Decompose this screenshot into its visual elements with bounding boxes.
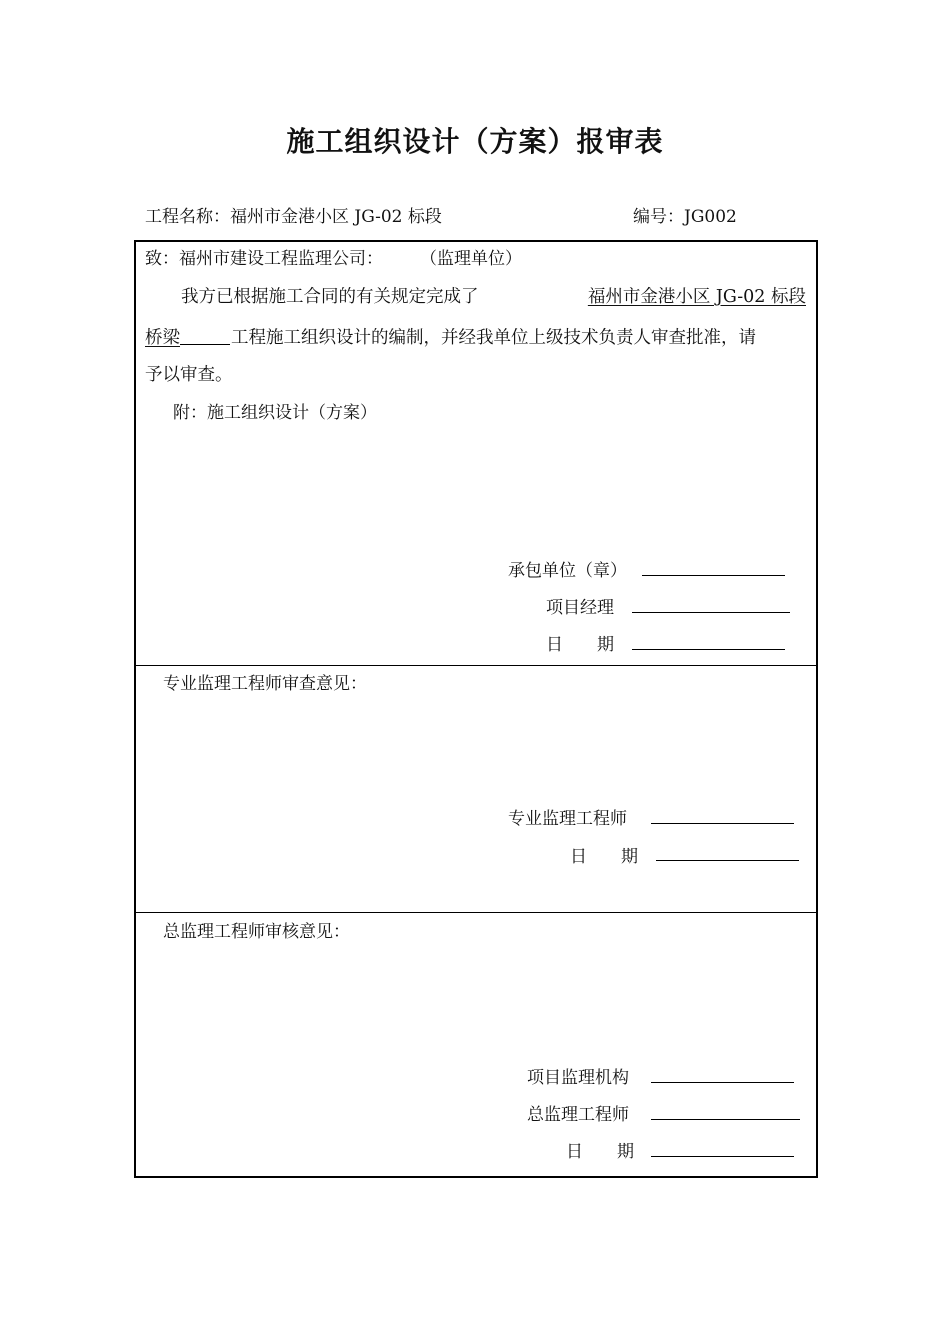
chief-engineer-label: 总监理工程师 <box>527 1105 629 1125</box>
paragraph-line-2: 工程施工组织设计的编制，并经我单位上级技术负责人审查批准，请 <box>231 328 756 348</box>
date-line[interactable] <box>632 649 785 650</box>
attachment-label: 附：施工组织设计（方案） <box>173 403 377 423</box>
supervision-org-signature-line[interactable] <box>651 1082 794 1083</box>
project-manager-signature-line[interactable] <box>632 612 790 613</box>
underline-blank <box>180 344 230 345</box>
chief-engineer-signature-line[interactable] <box>651 1119 800 1120</box>
document-number: 编号：JG002 <box>633 207 737 227</box>
date-line[interactable] <box>656 860 799 861</box>
section-divider <box>134 912 818 913</box>
engineer-review-heading: 专业监理工程师审查意见： <box>163 674 367 694</box>
addressee-note: （监理单位） <box>420 249 522 269</box>
section-divider <box>134 665 818 666</box>
project-name: 工程名称：福州市金港小区 JG-02 标段 <box>145 207 442 227</box>
project-underlined: 福州市金港小区 JG-02 标段 <box>587 287 806 307</box>
chief-review-heading: 总监理工程师审核意见： <box>163 922 350 942</box>
supervision-org-label: 项目监理机构 <box>527 1068 629 1088</box>
paragraph-line-1-prefix: 我方已根据施工合同的有关规定完成了 <box>181 287 479 307</box>
addressee: 致：福州市建设工程监理公司： <box>145 249 383 269</box>
date-label: 日 期 <box>546 635 614 655</box>
date-label: 日 期 <box>570 847 638 867</box>
date-label: 日 期 <box>566 1142 634 1162</box>
date-line[interactable] <box>651 1156 794 1157</box>
page-title: 施工组织设计（方案）报审表 <box>286 125 664 158</box>
engineer-signature-line[interactable] <box>651 823 794 824</box>
project-manager-label: 项目经理 <box>546 598 614 618</box>
paragraph-line-3: 予以审查。 <box>145 365 233 385</box>
contractor-seal-label: 承包单位（章） <box>508 561 627 581</box>
contractor-signature-line[interactable] <box>642 575 785 576</box>
engineer-label: 专业监理工程师 <box>508 809 627 829</box>
work-type-underlined: 桥梁 <box>145 328 180 348</box>
form-table <box>134 240 818 1178</box>
